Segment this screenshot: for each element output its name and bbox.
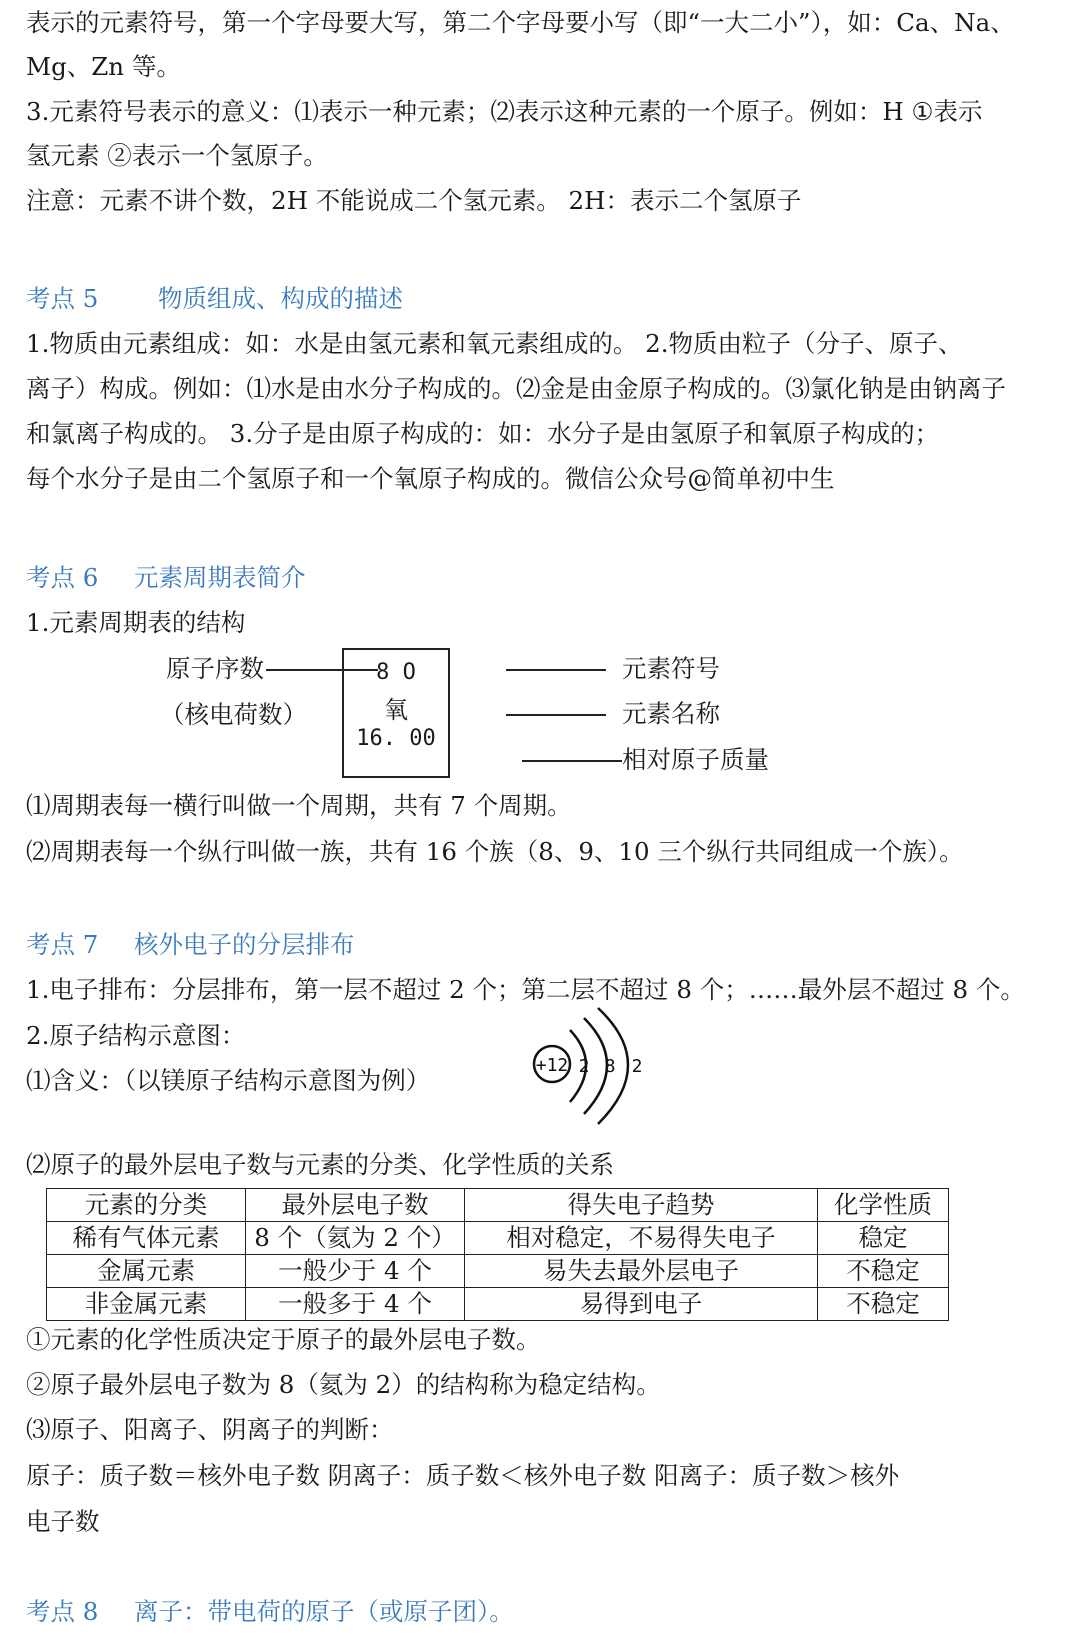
table-cell: 稀有气体元素 [47,1222,246,1255]
section-7-line-1: 1.电子排布：分层排布，第一层不超过 2 个；第二层不超过 8 个；……最外层不超过 8 个。 [26,975,1025,1004]
section-7-note-2: ②原子最外层电子数为 8（氦为 2）的结构称为稳定结构。 [26,1370,661,1399]
section-7-number: 考点 7 [26,930,99,959]
intro-line-4: 氢元素 ②表示一个氢原子。 [26,141,328,170]
table-cell: 易得到电子 [465,1288,818,1321]
section-5-title: 物质组成、构成的描述 [158,284,403,313]
table-row [47,1288,949,1321]
intro-line-1: 表示的元素符号，第一个字母要大写，第二个字母要小写（即“一大二小”），如：Ca、Na、 [26,8,1015,37]
table-cell: 稳定 [818,1222,949,1255]
section-6-heading [26,555,306,601]
intro-line-5: 注意：元素不讲个数，2H 不能说成二个氢元素。 2H：表示二个氢原子 [26,186,802,215]
element-box-number-symbol: 8 O [376,660,416,685]
section-6-title: 元素周期表简介 [134,563,306,592]
table-cell: 一般少于 4 个 [246,1255,465,1288]
magnesium-atom-diagram [526,1006,656,1126]
section-7-title: 核外电子的分层排布 [134,930,355,959]
section-5-line-4: 每个水分子是由二个氢原子和一个氧原子构成的。微信公众号@简单初中生 [26,464,835,493]
table-cell: 8 个（氦为 2 个） [246,1222,465,1255]
section-7-heading [26,922,355,968]
section-5-line-1: 1.物质由元素组成：如：水是由氢元素和氧元素组成的。 2.物质由粒子（分子、原子、 [26,329,963,358]
section-6-number: 考点 6 [26,563,99,592]
section-6-para-1: ⑴周期表每一横行叫做一个周期，共有 7 个周期。 [26,791,572,820]
section-5-number: 考点 5 [26,284,99,313]
section-6-para-2: ⑵周期表每一个纵行叫做一族，共有 16 个族（8、9、10 三个纵行共同组成一个族）。 [26,837,964,866]
section-7-note-5: 电子数 [26,1507,100,1536]
table-row [47,1255,949,1288]
table-header-cell: 化学性质 [818,1189,949,1222]
section-6-subtitle: 1.元素周期表的结构 [26,608,246,637]
table-header-cell: 元素的分类 [47,1189,246,1222]
shell-3-electrons: 2 [631,1056,643,1077]
section-8-number: 考点 8 [26,1597,99,1626]
nucleus-charge: +12 [535,1055,569,1076]
table-cell: 一般多于 4 个 [246,1288,465,1321]
name-leader-line [506,714,606,716]
table-cell: 金属元素 [47,1255,246,1288]
shell-1-electrons: 2 [578,1056,590,1077]
shell-2-electrons: 8 [604,1056,616,1077]
section-7-line-4: ⑵原子的最外层电子数与元素的分类、化学性质的关系 [26,1150,614,1179]
section-5-line-2: 离子）构成。例如：⑴水是由水分子构成的。⑵金是由金原子构成的。⑶氯化钠是由钠离子 [26,374,1006,403]
atomic-number-label: 原子序数 [166,654,264,683]
section-7-note-4: 原子：质子数＝核外电子数 阴离子：质子数＜核外电子数 阳离子：质子数＞核外 [26,1461,900,1490]
element-symbol-label: 元素符号 [622,654,720,683]
table-row [47,1222,949,1255]
table-cell: 不稳定 [818,1255,949,1288]
section-7-note-3: ⑶原子、阳离子、阴离子的判断： [26,1415,394,1444]
symbol-leader-line [506,669,606,671]
element-name-label: 元素名称 [622,699,720,728]
section-5-line-3: 和氯离子构成的。 3.分子是由原子构成的：如：水分子是由氢原子和氧原子构成的； [26,419,940,448]
table-header-cell: 得失电子趋势 [465,1189,818,1222]
section-5-heading [26,276,403,322]
section-7-note-1: ①元素的化学性质决定于原子的最外层电子数。 [26,1325,541,1354]
section-8-title: 离子：带电荷的原子（或原子团）。 [134,1597,514,1626]
section-7-line-3: ⑴含义：（以镁原子结构示意图为例） [26,1066,431,1095]
table-cell: 易失去最外层电子 [465,1255,818,1288]
nuclear-charge-label: （核电荷数） [160,700,307,729]
intro-line-3: 3.元素符号表示的意义：⑴表示一种元素；⑵表示这种元素的一个原子。例如：H ①表示 [26,97,983,126]
section-7-line-2: 2.原子结构示意图： [26,1021,246,1050]
element-box [342,648,450,778]
mass-leader-line [522,760,622,762]
section-8-heading [26,1589,514,1635]
element-box-name: 氧 [384,696,408,724]
table-cell: 非金属元素 [47,1288,246,1321]
table-cell: 不稳定 [818,1288,949,1321]
table-header-cell: 最外层电子数 [246,1189,465,1222]
relative-atomic-mass-label: 相对原子质量 [622,745,769,774]
table-cell: 相对稳定，不易得失电子 [465,1222,818,1255]
element-box-mass: 16. 00 [356,726,436,751]
element-classification-table [46,1188,949,1321]
intro-line-2: Mg、Zn 等。 [26,52,181,81]
table-header-row [47,1189,949,1222]
